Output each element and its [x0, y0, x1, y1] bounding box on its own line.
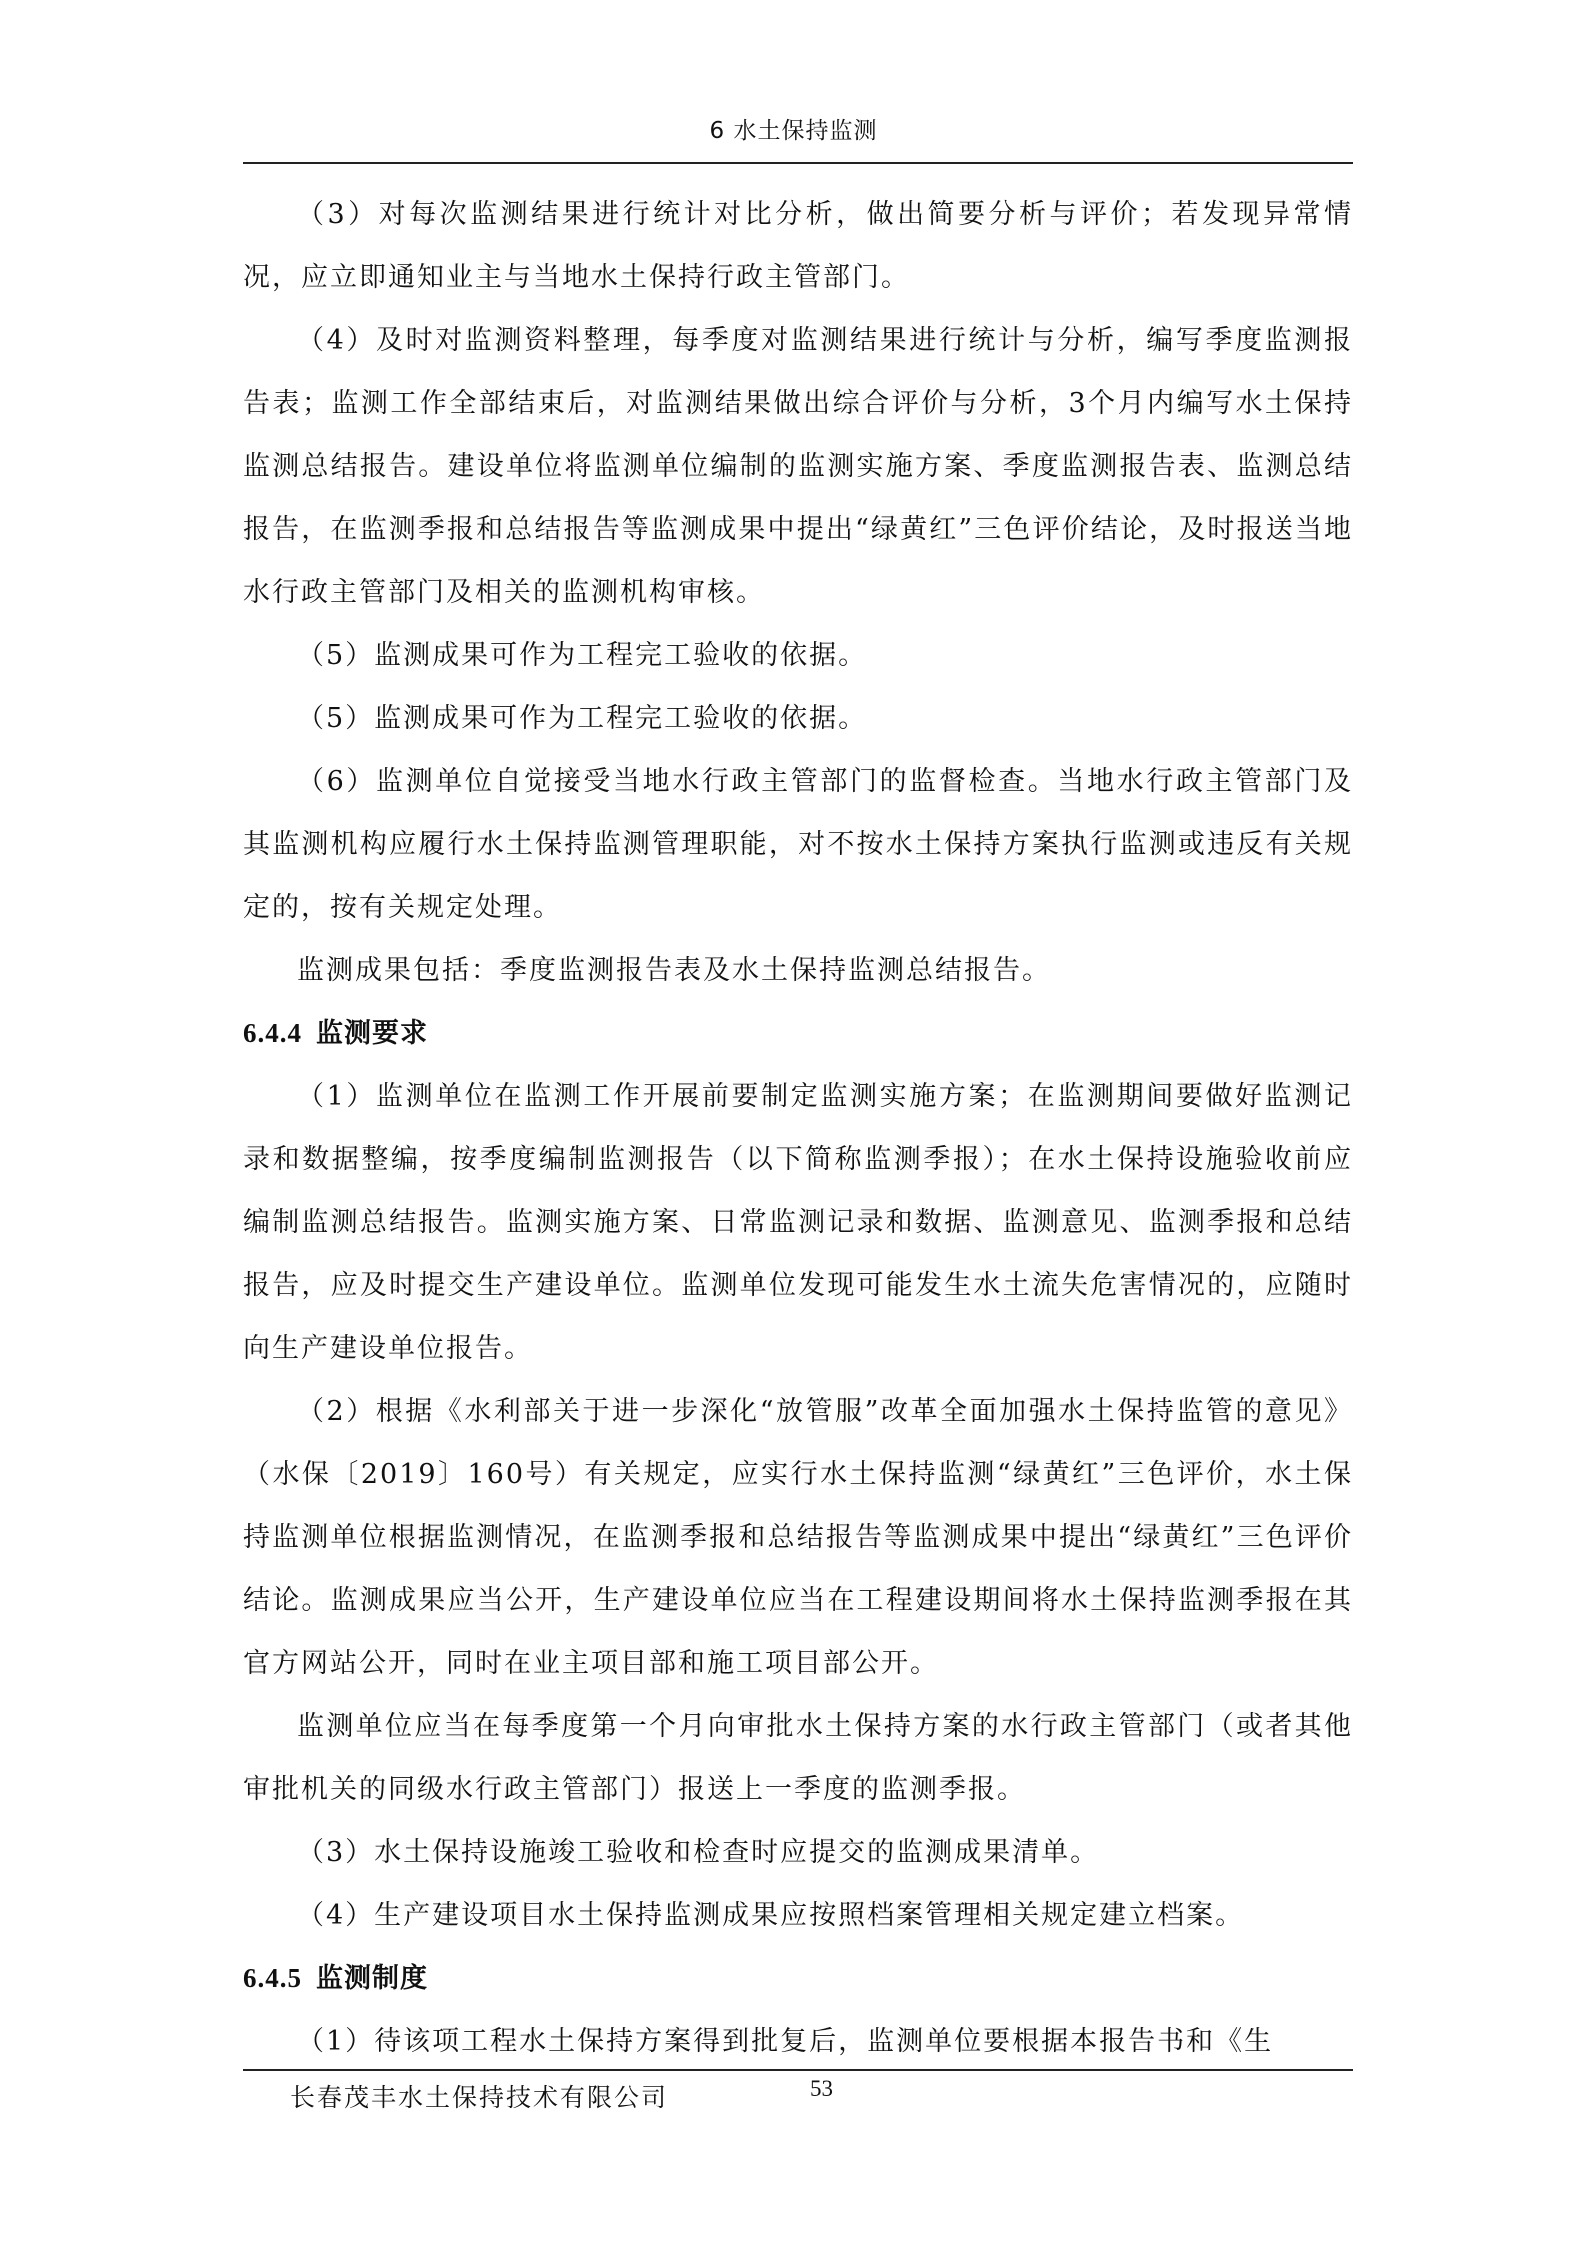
header-divider [243, 162, 1353, 164]
requirement-paragraph-2-continued: 监测单位应当在每季度第一个月向审批水土保持方案的水行政主管部门（或者其他审批机关的同级水行政主管部门）报送上一季度的监测季报。 [243, 1711, 1353, 1805]
paragraph-item-3: （3）对每次监测结果进行统计对比分析，做出简要分析与评价；若发现异常情况，应立即通知业主与当地水土保持行政主管部门。 [243, 199, 1353, 293]
requirement-paragraph-4: （4）生产建设项目水土保持监测成果应按照档案管理相关规定建立档案。 [297, 1900, 1245, 1931]
paragraph-item-5-duplicate: （5）监测成果可作为工程完工验收的依据。 [297, 703, 868, 734]
footer-divider [243, 2069, 1353, 2071]
document-body [243, 183, 1353, 2073]
section-title: 监测制度 [316, 1963, 428, 1994]
page-number: 53 [810, 2076, 833, 2101]
requirement-paragraph-2: （2）根据《水利部关于进一步深化“放管服”改革全面加强水土保持监管的意见》（水保〔2019〕160号）有关规定，应实行水土保持监测“绿黄红”三色评价，水土保持监测单位根据监测情况，在监测季报和总结报告等监测成果中提出“绿黄红”三色评价结论。监测成果应当公开，生产建设单位应当在工程建设期间将水土保持监测季报在其官方网站公开，同时在业主项目部和施工项目部公开。 [243, 1396, 1353, 1679]
paragraph-item-4: （4）及时对监测资料整理，每季度对监测结果进行统计与分析，编写季度监测报告表；监测工作全部结束后，对监测结果做出综合评价与分析，3个月内编写水土保持监测总结报告。建设单位将监测单位编制的监测实施方案、季度监测报告表、监测总结报告，在监测季报和总结报告等监测成果中提出“绿黄红”三色评价结论，及时报送当地水行政主管部门及相关的监测机构审核。 [243, 325, 1353, 608]
section-title: 监测要求 [316, 1018, 428, 1049]
section-heading-6-4-4 [243, 1002, 1353, 1065]
paragraph-results-summary: 监测成果包括：季度监测报告表及水土保持监测总结报告。 [297, 955, 1051, 986]
section-number: 6.4.4 [243, 1018, 302, 1048]
requirement-paragraph-1: （1）监测单位在监测工作开展前要制定监测实施方案；在监测期间要做好监测记录和数据整编，按季度编制监测报告（以下简称监测季报）；在水土保持设施验收前应编制监测总结报告。监测实施方案、日常监测记录和数据、监测意见、监测季报和总结报告，应及时提交生产建设单位。监测单位发现可能发生水土流失危害情况的，应随时向生产建设单位报告。 [243, 1081, 1353, 1364]
paragraph-item-5: （5）监测成果可作为工程完工验收的依据。 [297, 640, 868, 671]
footer-company-name: 长春茂丰水土保持技术有限公司 [290, 2083, 669, 2112]
system-paragraph-1: （1）待该项工程水土保持方案得到批复后，监测单位要根据本报告书和《生 [297, 2026, 1274, 2057]
requirement-paragraph-3: （3）水土保持设施竣工验收和检查时应提交的监测成果清单。 [297, 1837, 1100, 1868]
paragraph-item-6: （6）监测单位自觉接受当地水行政主管部门的监督检查。当地水行政主管部门及其监测机构应履行水土保持监测管理职能，对不按水土保持方案执行监测或违反有关规定的，按有关规定处理。 [243, 766, 1353, 923]
page-header-title: 6 水土保持监测 [709, 118, 878, 144]
section-number: 6.4.5 [243, 1963, 302, 1993]
section-heading-6-4-5 [243, 1947, 1353, 2010]
